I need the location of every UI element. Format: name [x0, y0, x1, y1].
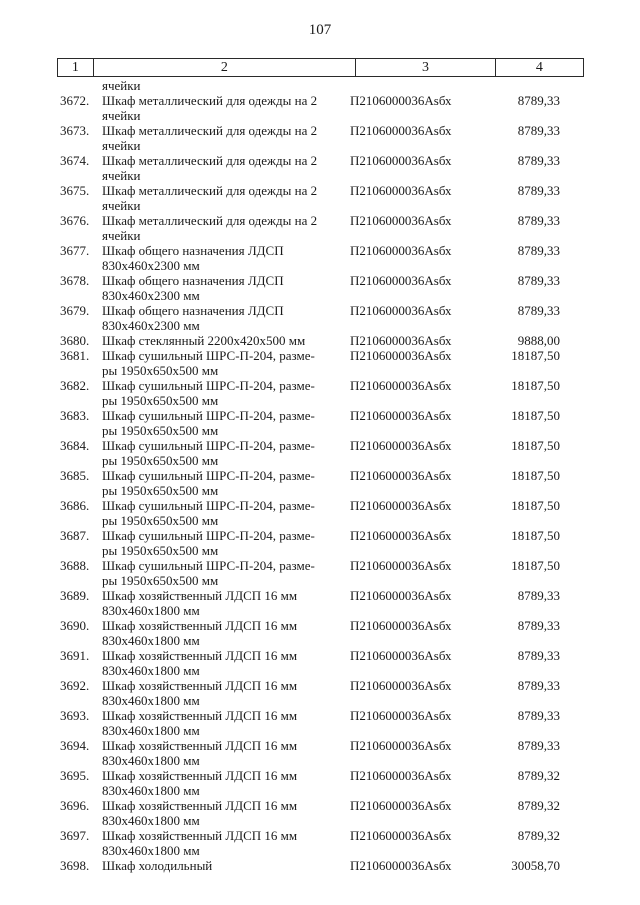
row-number: 3681. — [60, 348, 90, 363]
row-number: 3678. — [60, 273, 90, 288]
item-description: Шкаф хозяйственный ЛДСП 16 мм 830х460х1800 мм — [102, 738, 298, 768]
item-price: 18187,50 — [511, 528, 560, 543]
item-description: Шкаф хозяйственный ЛДСП 16 мм 830х460х1800 мм — [102, 798, 298, 828]
column-header-table — [57, 58, 584, 77]
item-code: П2106000036Аsбх — [350, 273, 452, 288]
item-price: 30058,70 — [511, 858, 560, 873]
item-code: П2106000036Аsбх — [350, 408, 452, 423]
item-description: Шкаф металлический для одежды на 2 ячейки — [102, 123, 318, 153]
item-description: Шкаф хозяйственный ЛДСП 16 мм 830х460х1800 мм — [102, 618, 298, 648]
item-price: 8789,33 — [517, 618, 560, 633]
item-price: 8789,32 — [517, 768, 560, 783]
table-row — [57, 213, 584, 243]
item-description: Шкаф хозяйственный ЛДСП 16 мм 830х460х1800 мм — [102, 768, 298, 798]
row-number: 3684. — [60, 438, 90, 453]
row-number: 3676. — [60, 213, 90, 228]
table-row — [57, 378, 584, 408]
item-code: П2106000036Аsбх — [350, 588, 452, 603]
rows-container — [57, 93, 584, 873]
table-row — [57, 588, 584, 618]
item-code: П2106000036Аsбх — [350, 348, 452, 363]
item-description: Шкаф хозяйственный ЛДСП 16 мм 830х460х1800 мм — [102, 648, 298, 678]
item-code: П2106000036Аsбх — [350, 498, 452, 513]
item-description: Шкаф сушильный ШРС-П-204, разме- ры 1950х650х500 мм — [102, 498, 315, 528]
row-number: 3695. — [60, 768, 90, 783]
table-row — [57, 858, 584, 873]
column-header-2: 2 — [93, 59, 355, 77]
item-price: 8789,33 — [517, 123, 560, 138]
item-price: 8789,33 — [517, 273, 560, 288]
item-price: 18187,50 — [511, 438, 560, 453]
row-number: 3697. — [60, 828, 90, 843]
table-row — [57, 768, 584, 798]
item-price: 8789,33 — [517, 678, 560, 693]
column-header-3: 3 — [356, 59, 496, 77]
item-description: Шкаф сушильный ШРС-П-204, разме- ры 1950х650х500 мм — [102, 438, 315, 468]
item-price: 8789,33 — [517, 588, 560, 603]
item-price: 18187,50 — [511, 378, 560, 393]
item-code: П2106000036Аsбх — [350, 798, 452, 813]
item-description: Шкаф сушильный ШРС-П-204, разме- ры 1950х650х500 мм — [102, 408, 315, 438]
item-code: П2106000036Аsбх — [350, 333, 452, 348]
table-row — [57, 678, 584, 708]
item-description: Шкаф сушильный ШРС-П-204, разме- ры 1950х650х500 мм — [102, 348, 315, 378]
row-number: 3673. — [60, 123, 90, 138]
row-number: 3675. — [60, 183, 90, 198]
row-number: 3683. — [60, 408, 90, 423]
table-row — [57, 183, 584, 213]
item-description: Шкаф сушильный ШРС-П-204, разме- ры 1950х650х500 мм — [102, 378, 315, 408]
item-description: Шкаф хозяйственный ЛДСП 16 мм 830х460х1800 мм — [102, 708, 298, 738]
table-row — [57, 243, 584, 273]
table-row — [57, 348, 584, 378]
table-body — [57, 78, 584, 873]
row-number: 3688. — [60, 558, 90, 573]
item-code: П2106000036Аsбх — [350, 678, 452, 693]
item-price: 18187,50 — [511, 348, 560, 363]
item-price: 8789,33 — [517, 183, 560, 198]
item-description: Шкаф хозяйственный ЛДСП 16 мм 830х460х1800 мм — [102, 678, 298, 708]
item-price: 8789,32 — [517, 828, 560, 843]
table-row — [57, 408, 584, 438]
item-description: Шкаф хозяйственный ЛДСП 16 мм 830х460х1800 мм — [102, 828, 298, 858]
item-code: П2106000036Аsбх — [350, 213, 452, 228]
table-row — [57, 468, 584, 498]
item-code: П2106000036Аsбх — [350, 183, 452, 198]
continuation-text: ячейки — [102, 78, 141, 93]
row-number: 3694. — [60, 738, 90, 753]
row-number: 3682. — [60, 378, 90, 393]
table-row — [57, 618, 584, 648]
item-code: П2106000036Аsбх — [350, 438, 452, 453]
item-price: 8789,33 — [517, 708, 560, 723]
item-description: Шкаф сушильный ШРС-П-204, разме- ры 1950х650х500 мм — [102, 528, 315, 558]
item-price: 8789,33 — [517, 738, 560, 753]
item-code: П2106000036Аsбх — [350, 768, 452, 783]
table-row — [57, 273, 584, 303]
item-description: Шкаф общего назначения ЛДСП 830х460х2300 мм — [102, 303, 284, 333]
row-number: 3677. — [60, 243, 90, 258]
item-description: Шкаф металлический для одежды на 2 ячейки — [102, 153, 318, 183]
row-number: 3672. — [60, 93, 90, 108]
column-header-1: 1 — [58, 59, 94, 77]
row-number: 3692. — [60, 678, 90, 693]
table-row — [57, 498, 584, 528]
item-description: Шкаф сушильный ШРС-П-204, разме- ры 1950х650х500 мм — [102, 468, 315, 498]
item-price: 18187,50 — [511, 558, 560, 573]
item-price: 8789,33 — [517, 93, 560, 108]
row-number: 3680. — [60, 333, 90, 348]
table-row — [57, 123, 584, 153]
item-code: П2106000036Аsбх — [350, 243, 452, 258]
table-row — [57, 738, 584, 768]
item-code: П2106000036Аsбх — [350, 648, 452, 663]
item-code: П2106000036Аsбх — [350, 153, 452, 168]
column-header-4: 4 — [495, 59, 583, 77]
item-code: П2106000036Аsбх — [350, 378, 452, 393]
item-description: Шкаф металлический для одежды на 2 ячейки — [102, 213, 318, 243]
continuation-line — [57, 78, 584, 93]
item-code: П2106000036Аsбх — [350, 558, 452, 573]
row-number: 3698. — [60, 858, 90, 873]
item-price: 8789,32 — [517, 798, 560, 813]
item-code: П2106000036Аsбх — [350, 858, 452, 873]
item-description: Шкаф металлический для одежды на 2 ячейки — [102, 93, 318, 123]
item-code: П2106000036Аsбх — [350, 618, 452, 633]
table-row — [57, 798, 584, 828]
item-description: Шкаф холодильный — [102, 858, 213, 873]
row-number: 3685. — [60, 468, 90, 483]
item-description: Шкаф металлический для одежды на 2 ячейки — [102, 183, 318, 213]
item-price: 8789,33 — [517, 243, 560, 258]
item-price: 8789,33 — [517, 303, 560, 318]
item-description: Шкаф общего назначения ЛДСП 830х460х2300 мм — [102, 273, 284, 303]
page-number: 107 — [308, 22, 332, 38]
item-code: П2106000036Аsбх — [350, 303, 452, 318]
table-row — [57, 93, 584, 123]
item-price: 18187,50 — [511, 498, 560, 513]
item-price: 18187,50 — [511, 468, 560, 483]
item-description: Шкаф общего назначения ЛДСП 830х460х2300 мм — [102, 243, 284, 273]
item-description: Шкаф стеклянный 2200х420х500 мм — [102, 333, 306, 348]
item-price: 8789,33 — [517, 648, 560, 663]
item-code: П2106000036Аsбх — [350, 738, 452, 753]
row-number: 3691. — [60, 648, 90, 663]
table-row — [57, 828, 584, 858]
item-price: 8789,33 — [517, 213, 560, 228]
table-row — [57, 558, 584, 588]
row-number: 3693. — [60, 708, 90, 723]
table-row — [57, 303, 584, 333]
row-number: 3686. — [60, 498, 90, 513]
item-code: П2106000036Аsбх — [350, 828, 452, 843]
item-price: 18187,50 — [511, 408, 560, 423]
row-number: 3687. — [60, 528, 90, 543]
item-price: 9888,00 — [517, 333, 560, 348]
item-code: П2106000036Аsбх — [350, 93, 452, 108]
column-header-row — [58, 59, 584, 77]
item-code: П2106000036Аsбх — [350, 708, 452, 723]
table-row — [57, 333, 584, 348]
row-number: 3690. — [60, 618, 90, 633]
table-row — [57, 528, 584, 558]
item-description: Шкаф хозяйственный ЛДСП 16 мм 830х460х1800 мм — [102, 588, 298, 618]
item-price: 8789,33 — [517, 153, 560, 168]
item-code: П2106000036Аsбх — [350, 123, 452, 138]
row-number: 3689. — [60, 588, 90, 603]
table-row — [57, 153, 584, 183]
table-row — [57, 648, 584, 678]
row-number: 3674. — [60, 153, 90, 168]
row-number: 3679. — [60, 303, 90, 318]
item-code: П2106000036Аsбх — [350, 528, 452, 543]
item-description: Шкаф сушильный ШРС-П-204, разме- ры 1950х650х500 мм — [102, 558, 315, 588]
row-number: 3696. — [60, 798, 90, 813]
table-row — [57, 708, 584, 738]
table-row — [57, 438, 584, 468]
item-code: П2106000036Аsбх — [350, 468, 452, 483]
